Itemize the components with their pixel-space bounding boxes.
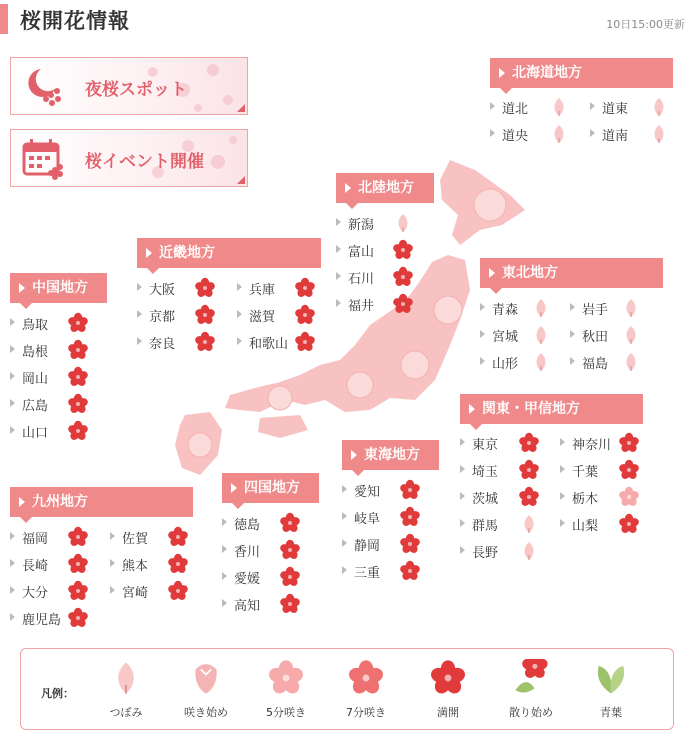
region-header-tokai[interactable]: 東海地方 — [342, 440, 439, 470]
pref-item[interactable]: 愛知 — [342, 479, 424, 501]
pref-item[interactable]: 大分 — [10, 580, 100, 602]
blossom-status-icon — [620, 324, 642, 346]
arrow-icon — [570, 357, 575, 365]
arrow-icon — [460, 438, 465, 446]
blossom-status-icon — [618, 513, 640, 535]
pref-item[interactable]: 鳥取 — [10, 312, 92, 334]
legend-item: つぼみ — [91, 659, 161, 720]
pref-item[interactable]: 青森 — [480, 297, 562, 319]
blossom-status-icon — [279, 512, 301, 534]
pref-item[interactable]: 三重 — [342, 560, 424, 582]
pref-item[interactable]: 大阪 — [137, 277, 221, 299]
blossom-status-icon — [518, 432, 540, 454]
page-title: 桜開花情報 — [20, 9, 130, 33]
pref-item[interactable]: 和歌山 — [237, 331, 321, 353]
pref-item[interactable]: 徳島 — [222, 512, 304, 534]
seventy-bloom-icon — [347, 659, 385, 697]
pref-item[interactable]: 兵庫 — [237, 277, 321, 299]
pref-item[interactable]: 埼玉 — [460, 459, 550, 481]
arrow-icon — [336, 299, 341, 307]
arrow-icon — [137, 310, 142, 318]
pref-item[interactable]: 滋賀 — [237, 304, 321, 326]
region-header-hokuriku[interactable]: 北陸地方 — [336, 173, 434, 203]
arrow-icon — [570, 330, 575, 338]
pref-item[interactable]: 鹿児島 — [10, 607, 100, 629]
blossom-status-icon — [620, 351, 642, 373]
pref-item[interactable]: 長野 — [460, 540, 550, 562]
pref-item[interactable]: 山口 — [10, 420, 92, 442]
blossom-status-icon — [618, 486, 640, 508]
banner-corner-arrow — [237, 104, 245, 112]
pref-item[interactable]: 栃木 — [560, 486, 650, 508]
blossom-status-icon — [194, 277, 216, 299]
arrow-icon — [110, 586, 115, 594]
blossom-status-icon — [530, 324, 552, 346]
pref-item[interactable]: 秋田 — [570, 324, 652, 346]
arrow-icon — [10, 613, 15, 621]
pref-item[interactable]: 山形 — [480, 351, 562, 373]
arrow-icon — [342, 512, 347, 520]
arrow-icon — [560, 519, 565, 527]
pref-item[interactable]: 奈良 — [137, 331, 221, 353]
falling-blossom-icon — [512, 659, 550, 697]
pref-item[interactable]: 熊本 — [110, 553, 200, 575]
pref-item[interactable]: 道北 — [490, 96, 572, 118]
full-bloom-icon — [429, 659, 467, 697]
legend-item: 7分咲き — [331, 659, 401, 720]
pref-item[interactable]: 道東 — [590, 96, 672, 118]
arrow-icon — [222, 518, 227, 526]
pref-item[interactable]: 山梨 — [560, 513, 650, 535]
blossom-status-icon — [618, 432, 640, 454]
legend-item: 散り始め — [496, 659, 566, 720]
pref-item[interactable]: 岡山 — [10, 366, 92, 388]
night-sakura-label: 夜桜スポット — [85, 80, 187, 100]
arrow-icon — [560, 492, 565, 500]
region-header-hokkaido[interactable]: 北海道地方 — [490, 58, 673, 88]
blossom-status-icon — [167, 526, 189, 548]
region-header-kyushu[interactable]: 九州地方 — [10, 487, 193, 517]
blossom-status-icon — [67, 366, 89, 388]
legend-item: 5分咲き — [251, 659, 321, 720]
blossom-status-icon — [279, 566, 301, 588]
blossom-status-icon — [548, 96, 570, 118]
blossom-status-icon — [518, 540, 540, 562]
blossom-status-icon — [279, 539, 301, 561]
pref-item[interactable]: 新潟 — [336, 212, 418, 234]
pref-item[interactable]: 宮城 — [480, 324, 562, 346]
arrow-icon — [336, 218, 341, 226]
arrow-icon — [237, 283, 242, 291]
arrow-icon — [460, 465, 465, 473]
region-header-shikoku[interactable]: 四国地方 — [222, 473, 319, 503]
pref-item[interactable]: 岩手 — [570, 297, 652, 319]
blossom-status-icon — [67, 339, 89, 361]
arrow-icon — [570, 303, 575, 311]
arrow-icon — [10, 345, 15, 353]
pref-item[interactable]: 千葉 — [560, 459, 650, 481]
arrow-icon — [10, 372, 15, 380]
arrow-icon — [10, 426, 15, 434]
bud-icon — [107, 659, 145, 697]
pref-item[interactable]: 愛媛 — [222, 566, 304, 588]
pref-item[interactable]: 福島 — [570, 351, 652, 373]
arrow-icon — [10, 318, 15, 326]
arrow-icon — [237, 310, 242, 318]
arrow-icon — [110, 559, 115, 567]
header-accent-bar — [0, 4, 8, 34]
pref-item[interactable]: 茨城 — [460, 486, 550, 508]
arrow-icon — [10, 532, 15, 540]
moon-blossom-icon — [21, 65, 65, 109]
pref-item[interactable]: 宮崎 — [110, 580, 200, 602]
blossom-status-icon — [294, 277, 316, 299]
arrow-icon — [460, 492, 465, 500]
pref-item[interactable]: 静岡 — [342, 533, 424, 555]
legend-item: 咲き始め — [171, 659, 241, 720]
pref-item[interactable]: 島根 — [10, 339, 92, 361]
arrow-icon — [137, 283, 142, 291]
blossom-status-icon — [548, 123, 570, 145]
region-header-tohoku[interactable]: 東北地方 — [480, 258, 663, 288]
blossom-status-icon — [399, 560, 421, 582]
arrow-icon — [336, 245, 341, 253]
arrow-icon — [560, 438, 565, 446]
blossom-status-icon — [392, 212, 414, 234]
pref-item[interactable]: 京都 — [137, 304, 221, 326]
legend-box — [20, 648, 674, 730]
pref-item[interactable]: 石川 — [336, 266, 418, 288]
arrow-icon — [137, 337, 142, 345]
blossom-status-icon — [618, 459, 640, 481]
page-header — [0, 0, 691, 38]
blossom-status-icon — [399, 533, 421, 555]
blossom-status-icon — [399, 479, 421, 501]
blossom-status-icon — [294, 331, 316, 353]
arrow-icon — [590, 102, 595, 110]
sakura-event-label: 桜イベント開催 — [85, 152, 204, 172]
blossom-status-icon — [67, 312, 89, 334]
pref-item[interactable]: 神奈川 — [560, 432, 650, 454]
blossom-status-icon — [194, 331, 216, 353]
blossom-status-icon — [67, 526, 89, 548]
opening-blossom-icon — [187, 659, 225, 697]
region-header-chugoku[interactable]: 中国地方 — [10, 273, 107, 303]
blossom-status-icon — [518, 459, 540, 481]
green-leaves-icon — [592, 659, 630, 697]
blossom-status-icon — [67, 420, 89, 442]
arrow-icon — [560, 465, 565, 473]
blossom-status-icon — [392, 293, 414, 315]
arrow-icon — [222, 572, 227, 580]
arrow-icon — [110, 532, 115, 540]
blossom-status-icon — [279, 593, 301, 615]
pref-item[interactable]: 福岡 — [10, 526, 100, 548]
calendar-icon — [21, 137, 65, 181]
arrow-icon — [480, 357, 485, 365]
arrow-icon — [490, 102, 495, 110]
region-header-kanto[interactable]: 関東・甲信地方 — [460, 394, 643, 424]
pref-item[interactable]: 岐阜 — [342, 506, 424, 528]
arrow-icon — [480, 303, 485, 311]
blossom-status-icon — [67, 607, 89, 629]
blossom-status-icon — [167, 580, 189, 602]
legend-item: 青葉 — [576, 659, 646, 720]
arrow-icon — [342, 539, 347, 547]
blossom-status-icon — [518, 486, 540, 508]
blossom-status-icon — [67, 393, 89, 415]
arrow-icon — [490, 129, 495, 137]
pref-item[interactable]: 道央 — [490, 123, 572, 145]
arrow-icon — [10, 559, 15, 567]
pref-item[interactable]: 長崎 — [10, 553, 100, 575]
pref-item[interactable]: 広島 — [10, 393, 92, 415]
pref-item[interactable]: 群馬 — [460, 513, 550, 535]
arrow-icon — [342, 566, 347, 574]
arrow-icon — [590, 129, 595, 137]
blossom-status-icon — [194, 304, 216, 326]
arrow-icon — [222, 599, 227, 607]
blossom-status-icon — [530, 297, 552, 319]
blossom-status-icon — [399, 506, 421, 528]
blossom-status-icon — [67, 580, 89, 602]
arrow-icon — [10, 399, 15, 407]
legend-title: 凡例： — [41, 687, 74, 700]
blossom-status-icon — [392, 239, 414, 261]
arrow-icon — [10, 586, 15, 594]
pref-item[interactable]: 香川 — [222, 539, 304, 561]
pref-item[interactable]: 東京 — [460, 432, 550, 454]
blossom-status-icon — [392, 266, 414, 288]
legend-item: 満開 — [413, 659, 483, 720]
blossom-status-icon — [648, 96, 670, 118]
pref-item[interactable]: 富山 — [336, 239, 418, 261]
arrow-icon — [460, 546, 465, 554]
blossom-status-icon — [167, 553, 189, 575]
pref-item[interactable]: 佐賀 — [110, 526, 200, 548]
night-sakura-banner[interactable] — [10, 57, 248, 115]
blossom-status-icon — [530, 351, 552, 373]
arrow-icon — [480, 330, 485, 338]
half-bloom-icon — [267, 659, 305, 697]
arrow-icon — [460, 519, 465, 527]
arrow-icon — [237, 337, 242, 345]
pref-item[interactable]: 高知 — [222, 593, 304, 615]
arrow-icon — [342, 485, 347, 493]
blossom-status-icon — [648, 123, 670, 145]
blossom-status-icon — [67, 553, 89, 575]
pref-item[interactable]: 道南 — [590, 123, 672, 145]
pref-item[interactable]: 福井 — [336, 293, 418, 315]
blossom-status-icon — [294, 304, 316, 326]
arrow-icon — [222, 545, 227, 553]
region-header-kinki[interactable]: 近畿地方 — [137, 238, 321, 268]
updated-timestamp: 10日15:00更新 — [606, 18, 685, 31]
blossom-status-icon — [518, 513, 540, 535]
blossom-status-icon — [620, 297, 642, 319]
arrow-icon — [336, 272, 341, 280]
